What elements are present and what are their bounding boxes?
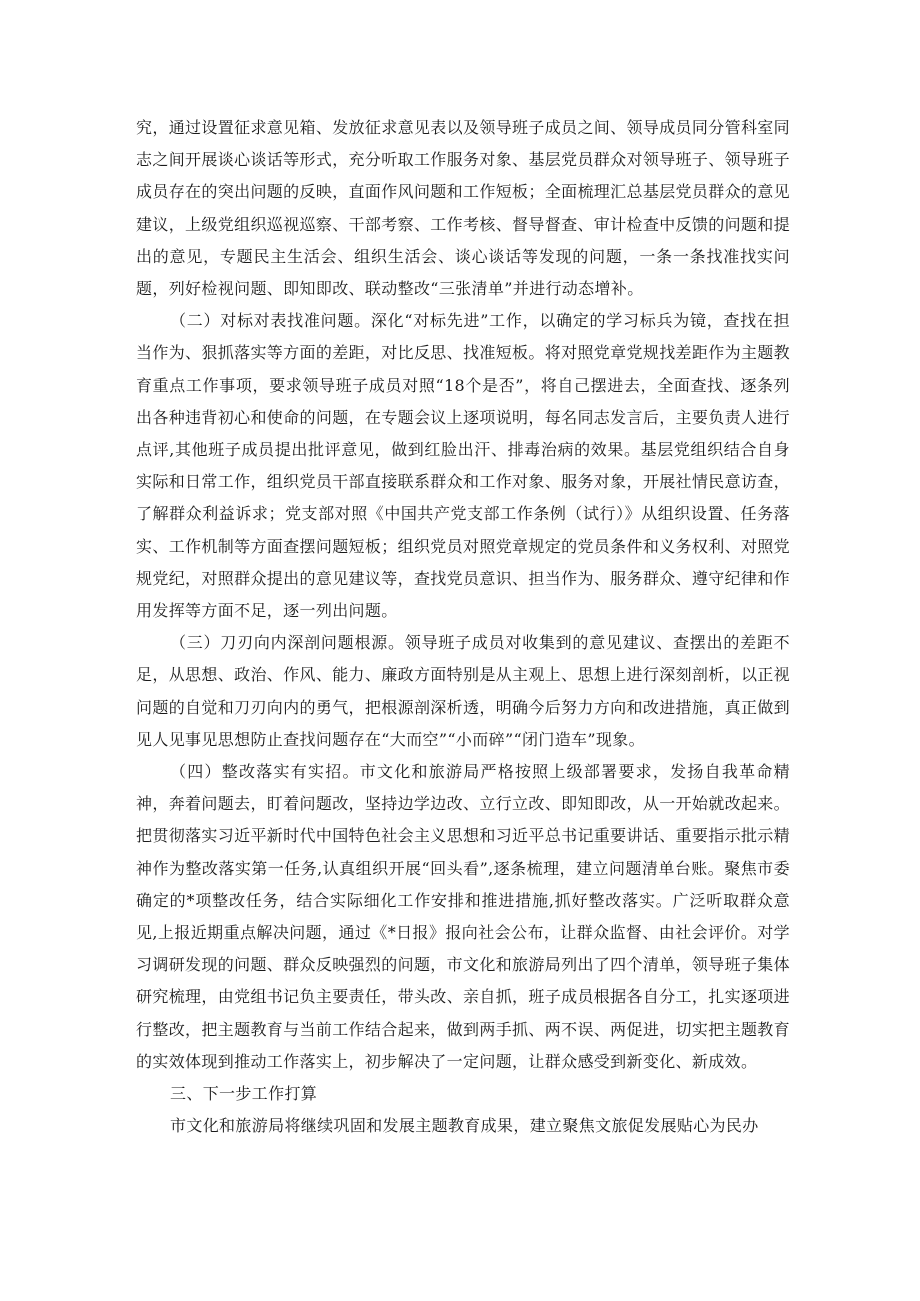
document-body	[136, 112, 790, 1143]
paragraph-section-4: （四）整改落实有实招。市文化和旅游局严格按照上级部署要求，发扬自我革命精神，奔着问题去，盯着问题改，坚持边学边改、立行立改、即知即改，从一开始就改起来。把贯彻落实习近平新时代中国特色社会主义思想和习近平总书记重要讲话、重要指示批示精神作为整改落实第一任务,认真组织开展“回头看”,逐条梳理，建立问题清单台账。聚焦市委确定的*项整改任务，结合实际细化工作安排和推进措施,抓好整改落实。广泛听取群众意见,上报近期重点解决问题，通过《*日报》报向社会公布，让群众监督、由社会评价。对学习调研发现的问题、群众反映强烈的问题，市文化和旅游局列出了四个清单，领导班子集体研究梳理，由党组书记负主要责任，带头改、亲自抓，班子成员根据各自分工，扎实逐项进行整改，把主题教育与当前工作结合起来，做到两手抓、两不误、两促进，切实把主题教育的实效体现到推动工作落实上，初步解决了一定问题，让群众感受到新变化、新成效。	[136, 762, 791, 1071]
paragraph-section-2: （二）对标对表找准问题。深化“对标先进”工作，以确定的学习标兵为镜，查找在担当作为、狠抓落实等方面的差距，对比反思、找准短板。将对照党章党规找差距作为主题教育重点工作事项，要求领导班子成员对照“18个是否”，将自己摆进去，全面查找、逐条列出各种违背初心和使命的问题，在专题会议上逐项说明，每名同志发言后，主要负责人进行点评,其他班子成员提出批评意见，做到红脸出汗、排毒治病的效果。基层党组织结合自身实际和日常工作，组织党员干部直接联系群众和工作对象、服务对象，开展社情民意访查，了解群众利益诉求；党支部对照《中国共产党支部工作条例（试行）》从组织设置、任务落实、工作机制等方面查摆问题短板；组织党员对照党章规定的党员条件和义务权利、对照党规党纪，对照群众提出的意见建议等，查找党员意识、担当作为、服务群众、遵守纪律和作用发挥等方面不足，逐一列出问题。	[136, 311, 791, 621]
paragraph-continuation: 究，通过设置征求意见箱、发放征求意见表以及领导班子成员之间、领导成员同分管科室同志之间开展谈心谈话等形式，充分听取工作服务对象、基层党员群众对领导班子、领导班子成员存在的突出问题的反映，直面作风问题和工作短板；全面梳理汇总基层党员群众的意见建议，上级党组织巡视巡察、干部考察、工作考核、督导督查、审计检查中反馈的问题和提出的意见，专题民主生活会、组织生活会、谈心谈话等发现的问题，一条一条找准找实问题，列好检视问题、即知即改、联动整改“三张清单”并进行动态增补。	[136, 118, 791, 299]
section-heading-next-steps: 三、下一步工作打算	[170, 1084, 318, 1104]
paragraph-next-steps: 市文化和旅游局将继续巩固和发展主题教育成果，建立聚焦文旅促发展贴心为民办	[170, 1116, 759, 1136]
paragraph-section-3: （三）刀刃向内深剖问题根源。领导班子成员对收集到的意见建议、查摆出的差距不足，从思想、政治、作风、能力、廉政方面特别是从主观上、思想上进行深刻剖析，以正视问题的自觉和刀刃向内的勇气，把根源剖深析透，明确今后努力方向和改进措施，真正做到见人见事见思想防止查找问题存在“大而空”“小而碎”“闭门造车”现象。	[136, 633, 791, 749]
